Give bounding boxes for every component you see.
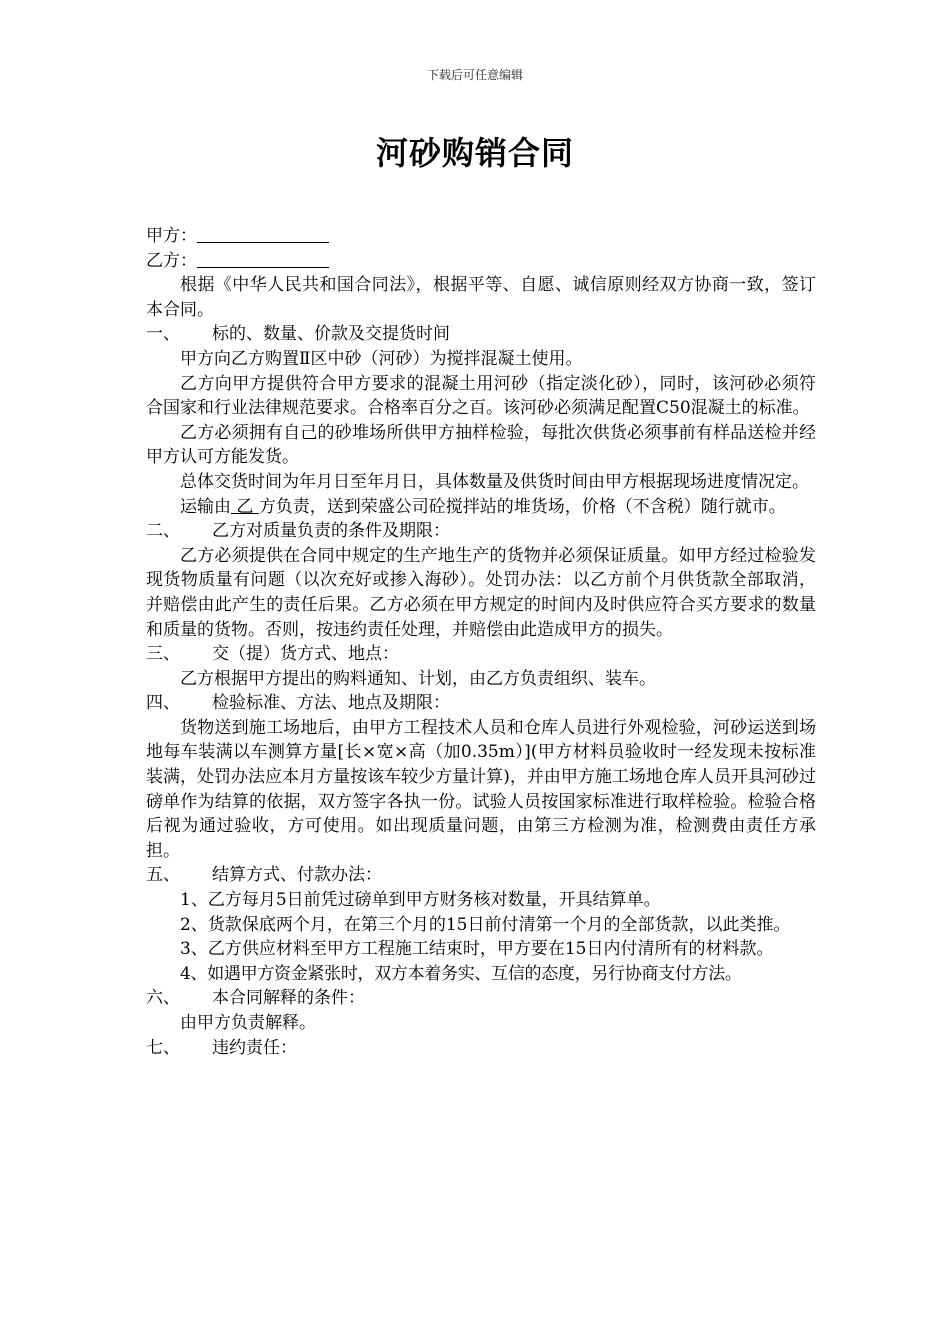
section-6-paragraph: 由甲方负责解释。: [180, 1013, 316, 1033]
section-6-heading: 六、 本合同解释的条件：: [146, 988, 365, 1009]
section-3-heading: 三、 交（提）货方式、地点：: [146, 644, 399, 665]
section-7-heading: 七、 违约责任：: [146, 1037, 297, 1058]
party-b-line: [146, 249, 816, 274]
payment-item: 4、如遇甲方资金紧张时，双方本着务实、互信的态度，另行协商支付方法。: [180, 963, 742, 984]
section-1-paragraph: 乙方必须拥有自己的砂堆场所供甲方抽样检验，每批次供货必须事前有样品送检并经甲方认可方能发货。: [146, 422, 816, 468]
party-a-label: 甲方：: [146, 226, 197, 246]
header-note: 下载后可任意编辑: [426, 68, 523, 82]
section-1-heading: 一、 标的、数量、价款及交提货时间: [146, 324, 450, 345]
party-a-blank[interactable]: [197, 225, 329, 243]
section-1-paragraph: 甲方向乙方购置Ⅱ区中砂（河砂）为搅拌混凝土使用。: [180, 348, 583, 369]
section-1-paragraph: 总体交货时间为年月日至年月日，具体数量及供货时间由甲方根据现场进度情况定。: [180, 471, 809, 492]
document-title: 河砂购销合同: [375, 134, 574, 172]
party-b-label: 乙方：: [146, 250, 197, 271]
payment-item: 3、乙方供应材料至甲方工程施工结束时，甲方要在15日内付清所有的材料款。: [180, 939, 774, 960]
party-b-blank[interactable]: [197, 250, 329, 268]
section-4-heading: 四、 检验标准、方法、地点及期限：: [146, 693, 450, 714]
payment-item: 2、货款保底两个月，在第三个月的15日前付清第一个月的全部货款，以此类推。: [180, 914, 791, 935]
section-2-heading: 二、 乙方对质量负责的条件及期限：: [146, 521, 450, 542]
section-4-paragraph: 货物送到施工场地后，由甲方工程技术人员和仓库人员进行外观检验，河砂运送到场地每车装满以车测算方量[长×宽×高（加0.35m）](甲方材料员验收时一经发现未按标准装满，处罚办法应本月方量按该车较少方量计算)，并由甲方施工场地仓库人员开具河砂过磅单作为结算的依据，双方签字各执一份。试验人员按国家标准进行取样检验。检验合格后视为通过验收，方可使用。如出现质量问题，由第三方检测为准，检测费由责任方承担。: [146, 717, 816, 861]
section-5-heading: 五、 结算方式、付款办法：: [146, 865, 382, 886]
payment-item: 1、乙方每月5日前凭过磅单到甲方财务核对数量，开具结算单。: [180, 890, 661, 911]
party-a-line: [146, 224, 816, 249]
section-2-paragraph: 乙方必须提供在合同中规定的生产地生产的货物并必须保证质量。如甲方经过检验发现货物质量有问题（以次充好或掺入海砂）。处罚办法：以乙方前个月供货款全部取消，并赔偿由此产生的责任后果。乙方必须在甲方规定的时间内及时供应符合买方要求的数量和质量的货物。否则，按违约责任处理，并赔偿由此造成甲方的损失。: [146, 545, 816, 640]
section-1-paragraph: 运输由 乙 方负责，送到荣盛公司砼搅拌站的堆货场，价格（不含税）随行就市。: [180, 496, 786, 517]
section-3-paragraph: 乙方根据甲方提出的购料通知、计划，由乙方负责组织、装车。: [180, 668, 656, 689]
intro-paragraph: 根据《中华人民共和国合同法》，根据平等、自愿、诚信原则经双方协商一致，签订本合同。: [146, 275, 816, 320]
section-1-paragraph: 乙方向甲方提供符合甲方要求的混凝土用河砂（指定淡化砂），同时，该河砂必须符合国家和行业法律规范要求。合格率百分之百。该河砂必须满足配置C50混凝土的标准。: [146, 373, 816, 419]
contract-body: [146, 224, 816, 1060]
transport-party: 乙: [231, 496, 259, 517]
